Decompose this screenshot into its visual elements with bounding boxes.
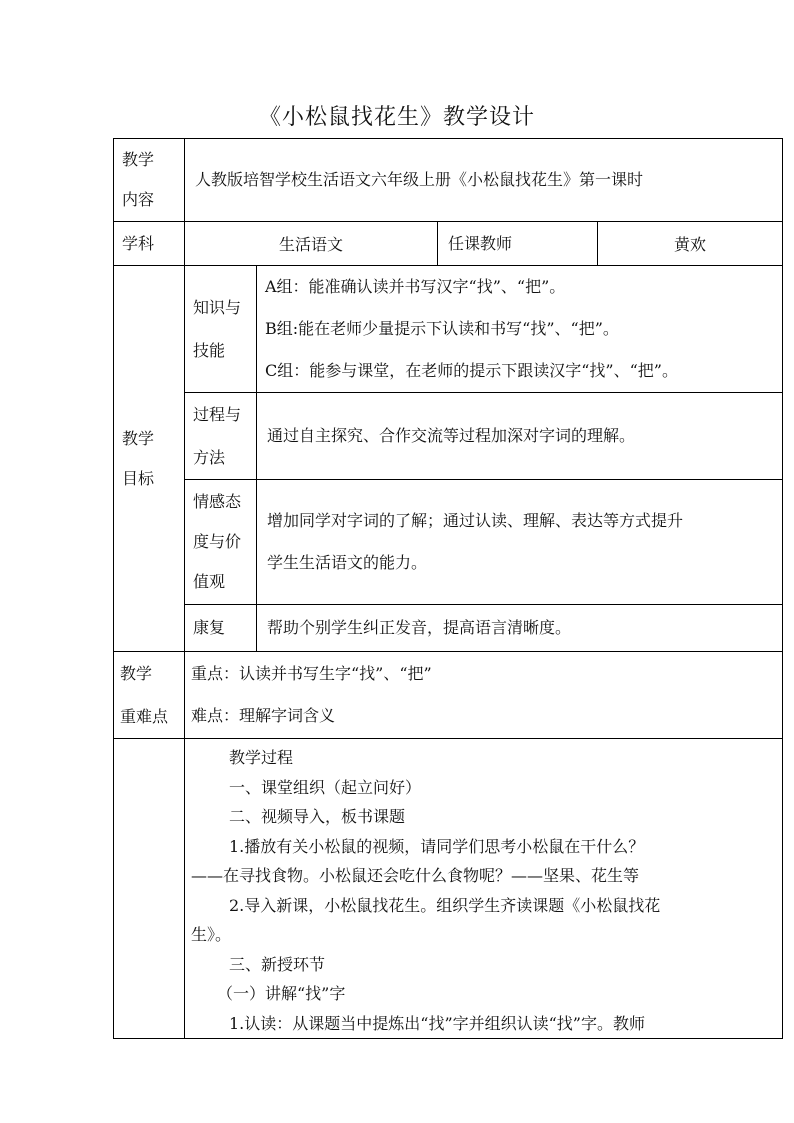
- keypoints-content-cell: [185, 652, 783, 739]
- emotion-row: [114, 480, 783, 605]
- procedure-row: [114, 739, 783, 1039]
- goals-label-cell: [114, 266, 185, 652]
- process-label-line1: 过程与: [193, 405, 242, 424]
- goals-label-line1: 教学: [122, 428, 155, 448]
- knowledge-row: [114, 266, 783, 393]
- knowledge-group-b: B组:能在老师少量提示下认读和书写“找”、“把”。: [265, 319, 619, 338]
- keypoints-label-line2: 重难点: [120, 707, 169, 726]
- knowledge-label-line2: 技能: [193, 341, 226, 360]
- lesson-plan-table: [113, 138, 783, 1039]
- difficulty-point: 难点：理解字词含义: [191, 706, 336, 725]
- content-row: [114, 139, 783, 222]
- process-label-line2: 方法: [193, 448, 226, 467]
- subject-value: 生活语文: [185, 222, 438, 266]
- rehab-label: 康复: [185, 605, 257, 652]
- procedure-label-cell: [114, 739, 185, 1039]
- keypoints-label-cell: [114, 652, 185, 739]
- process-row: [114, 393, 783, 480]
- knowledge-group-a: A组：能准确认读并书写汉字“找”、“把”。: [265, 277, 566, 296]
- subject-row: [114, 222, 783, 266]
- knowledge-group-c: C组：能参与课堂，在老师的提示下跟读汉字“找”、“把”。: [265, 361, 678, 380]
- procedure-content-cell: [185, 739, 783, 1039]
- process-label-cell: [185, 393, 257, 480]
- knowledge-label-line1: 知识与: [193, 298, 242, 317]
- teacher-name: 黄欢: [598, 222, 783, 266]
- content-text: 人教版培智学校生活语文六年级上册《小松鼠找花生》第一课时: [195, 170, 644, 189]
- document-title: 《小松鼠找花生》教学设计: [258, 105, 535, 130]
- keypoints-row: [114, 652, 783, 739]
- procedure-step: （一）讲解“找”字: [217, 984, 346, 1003]
- subject-label: 学科: [114, 222, 185, 266]
- emotion-label-line3: 值观: [193, 572, 226, 591]
- procedure-step: 二、视频导入，板书课题: [229, 807, 406, 826]
- procedure-step: 2.导入新课，小松鼠找花生。组织学生齐读课题《小松鼠找花: [229, 895, 661, 915]
- content-text-cell: [185, 139, 783, 222]
- procedure-step: 1.认读：从课题当中提炼出“找”字并组织认读“找”字。教师: [229, 1013, 645, 1033]
- key-point: 重点：认读并书写生字“找”、“把”: [191, 664, 432, 683]
- procedure-heading: 教学过程: [229, 748, 294, 767]
- emotion-content-cell: [257, 480, 783, 605]
- content-label-line2: 内容: [122, 190, 155, 209]
- knowledge-content-cell: [257, 266, 783, 393]
- procedure-step: ——在寻找食物。小松鼠还会吃什么食物呢？——坚果、花生等: [191, 866, 640, 885]
- emotion-text-line2: 学生生活语文的能力。: [267, 553, 428, 572]
- emotion-label-cell: [185, 480, 257, 605]
- goals-label-line2: 目标: [122, 468, 155, 488]
- rehab-text: 帮助个别学生纠正发音，提高语言清晰度。: [267, 618, 572, 637]
- procedure-step: 1.播放有关小松鼠的视频，请同学们思考小松鼠在干什么？: [229, 836, 645, 856]
- content-label-cell: [114, 139, 185, 222]
- emotion-label-line1: 情感态: [193, 492, 242, 511]
- content-label-line1: 教学: [122, 150, 155, 169]
- procedure-step: 三、新授环节: [229, 954, 326, 974]
- teacher-label: 任课教师: [438, 222, 598, 266]
- keypoints-label-line1: 教学: [120, 664, 153, 683]
- emotion-text-line1: 增加同学对字词的了解；通过认读、理解、表达等方式提升: [267, 511, 684, 530]
- knowledge-label-cell: [185, 266, 257, 393]
- process-content-cell: [257, 393, 783, 480]
- procedure-step: 生》。: [191, 925, 232, 944]
- rehab-row: [114, 605, 783, 652]
- emotion-label-line2: 度与价: [193, 532, 242, 551]
- procedure-step: 一、课堂组织（起立问好）: [229, 777, 422, 797]
- rehab-content-cell: [257, 605, 783, 652]
- process-text: 通过自主探究、合作交流等过程加深对字词的理解。: [267, 426, 636, 445]
